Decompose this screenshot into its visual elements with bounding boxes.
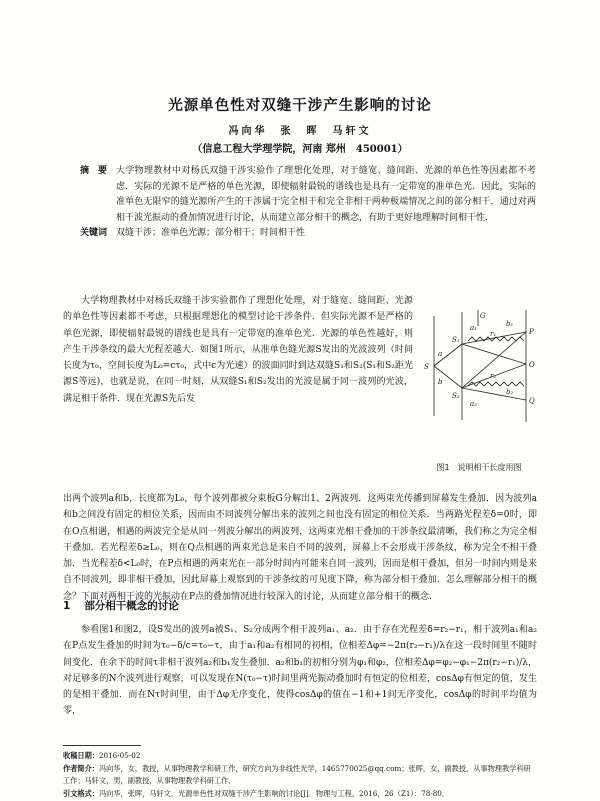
paper-authors: 冯向华 张 晖 马轩文 <box>228 126 372 137</box>
abstract-label: 摘 要 <box>80 166 108 176</box>
cite-label: 引文格式： <box>63 788 99 798</box>
bio-text: 冯向华，女，教授，从事物理教学和研工作，研究方向为非线性光学，1465770025@qq.com；张晖，女，副教授，从事物理教学科研工作；马轩文，男，副教授，从事物理教学科研工作． <box>63 763 531 785</box>
paper-affiliation: （信息工程大学理学院，河南 郑州 450001） <box>192 144 408 155</box>
intro-paragraph: 大学物理教材中对杨氏双缝干涉实验都作了理想化处理，对于缝宽、缝间距、光源的单色性等因素都不考虑，只根据理想化的模型讨论干涉条件．但实际光源不是严格的单色光源，即使辐射最锐的谱线也是具有一定带宽的准单色光．光源的单色性越好，则产生干涉条纹的最大光程差越大．如图1所示，从准单色缝光源S发出的光波波列（时间长度为τ₀，空间长度为L₀=cτ₀，式中c为光速）的波面同时到达双缝S₁和S₂(S₁和S₂距光源S等远)，也就是说，在同一时刻，从双缝S₁和S₂发出的光波是属于同一波列的光波，满足相干条件．现在光源S先后发 <box>63 296 413 404</box>
section-number: 1 <box>63 600 71 612</box>
footnote-received <box>63 750 537 763</box>
keywords-label: 关键词 <box>80 228 108 238</box>
label-b: b <box>438 378 443 386</box>
received-label: 收稿日期： <box>63 751 99 760</box>
keywords-row <box>80 226 536 242</box>
ray-s1-o <box>462 344 526 364</box>
section-title: 部分相干概念的讨论 <box>84 600 179 612</box>
abstract-text: 大学物理教材中对杨氏双缝干涉实验作了理想化处理，对于缝宽、缝间距、光源的单色性等因素都不考虑．实际的光源不是严格的单色光源，即使辐射最锐的谱线也是具有一定带宽的准单色光．因此，实际的准单色无限窄的缝光源所产生的干涉属于完全相干和完全非相干两种极端情况之间的部分相干．通过对两相干波光振动的叠加情况进行讨论，从而建立部分相干的概念，有助于更好地理解时间相干性． <box>116 166 536 223</box>
footnote-citation <box>63 788 537 801</box>
abstract-row <box>80 164 536 226</box>
cite-text: 冯向华，张晖，马轩文．光源单色性对双缝干涉产生影响的讨论[J]．物理与工程，2016，26（Z1）：78-80． <box>98 788 450 798</box>
label-r1: r₁ <box>490 330 497 338</box>
footnote-bio <box>63 763 537 788</box>
label-b1: b₁ <box>506 320 514 328</box>
section-1-heading <box>63 598 179 613</box>
label-o: O <box>529 361 535 369</box>
label-a2: a₂ <box>470 400 477 408</box>
label-q: Q <box>529 397 535 405</box>
abstract-block <box>80 164 536 242</box>
label-a1: a₁ <box>470 324 477 332</box>
footnotes <box>63 750 537 800</box>
label-p: P <box>529 328 534 336</box>
keywords-text: 双缝干涉；准单色光源；部分相干；时间相干性 <box>116 228 306 238</box>
label-r2: r₂ <box>490 372 497 380</box>
ray-s2-q <box>462 388 526 400</box>
figure-1-caption: 图1 说明相干长度用图 <box>436 463 522 472</box>
figure-1-diagram <box>418 296 540 436</box>
label-g: G <box>480 312 486 320</box>
bio-label: 作者简介： <box>63 763 99 773</box>
intro-paragraph-continued: 出两个波列a和b，长度都为L₀，每个波列都被分束板G分解出1、2两波列．这两束光传播到屏幕发生叠加．因为波列a和b之间没有固定的相位关系，因而由不同波列分解出来的波列之间也没有固定的相位关系．当两路光程差δ=0时，即在O点相遇，相遇的两波完全是从同一列波分解出的两波列，这两束光相干叠加的干涉条纹最清晰，我们称之为完全相干叠加．若光程差δ≥L₀，则在Q点相遇的两束光总是来自不同的波列，屏幕上不会形成干涉条纹，称为完全不相干叠加．当光程差δ<L₀时，在P点相遇的两束光在一部分时间内可能来自同一波列，因而是相干叠加，但另一时间内则是来自不同波列，即非相干叠加，因此屏幕上观察到的干涉条纹的可见度下降，称为部分相干叠加．怎么理解部分相干的概念？下面对两相干波的光振动在P点的叠加情况进行较深入的讨论，从而建立部分相干的概念． <box>63 494 537 602</box>
paper-title: 光源单色性对双缝干涉产生影响的讨论 <box>168 98 432 114</box>
label-b2: b₂ <box>506 388 514 396</box>
received-date: 2016-05-02 <box>98 751 141 760</box>
footnote-divider <box>63 745 141 746</box>
label-s: S <box>424 363 429 371</box>
label-s1: S₁ <box>452 336 460 344</box>
label-a: a <box>438 350 443 358</box>
label-s2: S₂ <box>452 392 460 400</box>
section-1-paragraph: 参看图1和图2，设S发出的波列a被S₁、S₂分成两个相干波列a₁、a₂．由于存在光程差δ=r₂−r₁，相干波列a₁和a₂在P点发生叠加的时间为τ₀−δ/c=τ₀−τ，由于a₁和a₂有相同的初相，位相差Δφ=−2π(r₂−r₁)/λ在这一段时间里不随时间变化．在余下的时间τ非相干波列a₂和b₁发生叠加．a₂和b₁的初相分别为φ₁和φ₂，位相差Δφ=φ₂−φ₁−2π(r₂−r₁)/λ，对足够多的N个波列进行观察，可以发现在N(τ₀−τ)时间里两光振动叠加时有恒定的位相差，cosΔφ有恒定的值，发生的是相干叠加．而在Nτ时间里，由于Δφ无序变化，使得cosΔφ的值在−1和+1间无序变化，cosΔφ的时间平均值为零， <box>63 625 537 717</box>
